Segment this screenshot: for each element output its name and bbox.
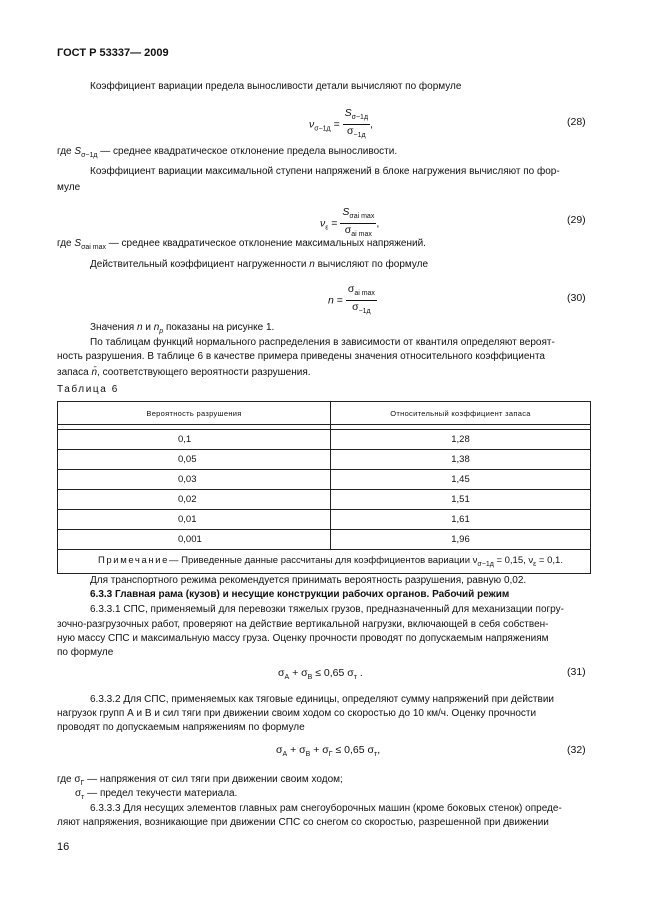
table-cell-probability: 0,03 <box>58 470 331 490</box>
paragraph-3 <box>90 258 428 271</box>
table-6-note-row <box>58 550 591 574</box>
eq31-tail: . <box>356 667 363 679</box>
paragraph-2-line-1: Коэффициент вариации максимальной ступени напряжений в блоке нагружения вычисляют по фор- <box>90 166 560 177</box>
def32a-pre: где σ <box>57 774 81 785</box>
table-6 <box>57 401 591 574</box>
equation-number-30: (30) <box>567 292 586 304</box>
def29-symbol-sub: σai max <box>81 244 106 251</box>
table-cell-probability: 0,001 <box>58 530 331 550</box>
eq30-equals: = <box>336 294 343 307</box>
equation-number-28: (28) <box>567 116 586 128</box>
def28-text: — среднее квадратическое отклонение предела выносливости. <box>100 146 398 157</box>
eq29-den: σ <box>344 224 352 237</box>
definition-28 <box>57 145 397 162</box>
table-cell-coefficient: 1,96 <box>331 530 591 550</box>
eq31-plus: + σ <box>289 667 308 679</box>
paragraph-5-line-3 <box>57 366 311 379</box>
p3-symbol: n <box>309 259 315 270</box>
eq32-plus2: + σ <box>310 744 329 756</box>
table-6-note <box>58 550 591 574</box>
eq29-fraction <box>340 206 376 241</box>
paragraph-5-line-1: По таблицам функций нормального распределения в зависимости от квантиля определяют вероят- <box>90 337 555 348</box>
paragraph-7-line-3: ную массу СПС и максимальную массу груза. Оценку прочности проводят по допускаемым напряжениям <box>57 633 549 644</box>
equation-number-29: (29) <box>567 214 586 226</box>
p4-n: n <box>136 322 143 333</box>
table-cell-coefficient: 1,28 <box>331 430 591 450</box>
p5-line3-symbol: n̄ <box>91 367 98 378</box>
def32b-sub: т <box>81 794 85 801</box>
p4-np: n <box>153 322 160 333</box>
table-6-note-sub1: σ−1д <box>477 560 494 568</box>
section-heading-6-3-3: 6.3.3 Главная рама (кузов) и несущие конструкции рабочих органов. Рабочий режим <box>90 589 510 600</box>
paragraph-8-line-2: нагрузок групп А и В и сил тяги при движении своим ходом со скоростью до 10 км/ч. Оценку прочности <box>57 708 537 719</box>
p4-post: показаны на рисунке 1. <box>165 322 275 333</box>
p3-post: вычисляют по формуле <box>317 259 429 270</box>
p5-line3-pre: запаса <box>57 367 89 378</box>
equation-28 <box>309 107 373 142</box>
table-6-header-probability: Вероятность разрушения <box>58 402 331 425</box>
def29-pre: где <box>57 238 72 249</box>
def28-symbol-sub: σ−1д <box>81 152 98 159</box>
table-row <box>58 490 591 510</box>
eq29-num-sub: σai max <box>349 213 375 221</box>
paragraph-8-line-1: 6.3.3.2 Для СПС, применяемых как тяговые единицы, определяют сумму напряжений при действии <box>90 694 554 705</box>
eq28-num-sub: σ−1д <box>351 114 369 122</box>
def28-symbol: S <box>74 146 82 157</box>
paragraph-7-line-1: 6.3.3.1 СПС, применяемый для перевозки тяжелых грузов, предназначенный для механизации погру- <box>90 604 564 615</box>
table-6-note-mid: = 0,15, ν <box>493 555 534 567</box>
equation-number-31: (31) <box>567 666 586 678</box>
table-6-note-text: — Приведенные данные рассчитаны для коэффициентов вариации ν <box>169 555 478 567</box>
eq30-num-sub: ai max <box>354 290 375 298</box>
definition-29 <box>57 237 426 254</box>
table-cell-coefficient: 1,61 <box>331 510 591 530</box>
def28-pre: где <box>57 146 72 157</box>
table-row <box>58 430 591 450</box>
eq30-den-sub: −1д <box>358 308 371 316</box>
equation-32 <box>276 744 380 758</box>
eq29-lhs-sub: ε <box>325 224 329 232</box>
eq32-sub-a: А <box>282 751 288 759</box>
p4-and: и <box>145 322 151 333</box>
table-row <box>58 530 591 550</box>
paragraph-5-line-2: ность разрушения. В таблице 6 в качестве примера приведены значения относительного коэффициента <box>57 351 545 362</box>
table-cell-coefficient: 1,38 <box>331 450 591 470</box>
eq28-tail: , <box>370 118 373 131</box>
paragraph-9-line-2: ляют напряжения, возникающие при движении СПС со снегом со скоростью, разрешенной при движении <box>57 817 549 828</box>
eq29-den-sub: ai max <box>351 231 372 239</box>
paragraph-9-line-1: 6.3.3.3 Для несущих элементов главных рам снегоуборочных машин (кроме боковых стенок) опреде- <box>90 803 562 814</box>
table-cell-probability: 0,01 <box>58 510 331 530</box>
table-row <box>58 470 591 490</box>
table-6-note-sub2: ε <box>533 560 537 568</box>
paragraph-7-line-4: по формуле <box>57 647 114 658</box>
table-6-note-end: = 0,1. <box>536 555 563 567</box>
eq30-fraction <box>346 283 377 318</box>
eq31-sub-b: В <box>307 674 313 682</box>
eq30-num: σ <box>347 283 355 295</box>
eq31-rest: ≤ 0,65 σ <box>312 667 354 679</box>
eq28-den: σ <box>347 125 354 138</box>
def32b-text: — предел текучести материала. <box>84 788 238 799</box>
equation-29 <box>320 206 379 241</box>
page-number: 16 <box>57 841 70 853</box>
document-header: ГОСТ Р 53337— 2009 <box>57 47 169 59</box>
eq32-rest: ≤ 0,65 σ <box>332 744 374 756</box>
eq29-lhs: ν <box>320 217 326 230</box>
table-6-note-label: Примечание <box>98 555 169 567</box>
table-row <box>58 450 591 470</box>
eq29-equals: = <box>331 217 338 230</box>
paragraph-1: Коэффициент вариации предела выносливости детали вычисляют по формуле <box>90 81 462 92</box>
p5-line3-post: , соответствующего вероятности разрушения. <box>97 367 311 378</box>
eq31-sub-a: А <box>284 674 290 682</box>
eq28-lhs: ν <box>309 118 315 131</box>
eq31-sigma-a: σ <box>278 667 285 679</box>
eq32-sub-g: Г <box>328 751 333 759</box>
eq32-sub-b: В <box>305 751 311 759</box>
eq29-num: S <box>342 206 350 218</box>
p3-pre: Действительный коэффициент нагруженности <box>90 259 307 270</box>
eq30-lhs: n <box>328 294 334 307</box>
table-cell-coefficient: 1,45 <box>331 470 591 490</box>
eq28-fraction <box>343 107 370 142</box>
table-cell-coefficient: 1,51 <box>331 490 591 510</box>
p4-np-sub: p <box>159 328 164 335</box>
equation-number-32: (32) <box>567 744 586 756</box>
eq28-num: S <box>344 107 352 119</box>
table-cell-probability: 0,02 <box>58 490 331 510</box>
def32b-pre: σ <box>75 788 82 799</box>
paragraph-2-line-2: муле <box>57 182 81 193</box>
table-row <box>58 510 591 530</box>
p4-pre: Значения <box>90 322 135 333</box>
def32a-sub: Г <box>80 780 85 787</box>
equation-31 <box>278 667 363 681</box>
table-6-caption: Таблица 6 <box>57 384 119 395</box>
eq29-tail: , <box>376 217 380 230</box>
eq32-tail: , <box>377 744 381 756</box>
eq31-sub-t: т <box>353 674 357 682</box>
paragraph-8-line-3: проводят по допускаемым напряжениям по формуле <box>57 722 305 733</box>
paragraph-7-line-2: зочно-разгрузочных работ, проверяют на действие вертикальной нагрузки, включающей в себя собствен- <box>57 619 549 630</box>
equation-30 <box>328 283 377 318</box>
def32a-text: — напряжения от сил тяги при движении своим ходом; <box>84 774 343 785</box>
eq28-den-sub: −1д <box>353 132 366 140</box>
eq32-sub-t: т <box>373 751 378 759</box>
eq30-den: σ <box>352 301 359 314</box>
eq32-plus1: + σ <box>287 744 306 756</box>
eq28-lhs-sub: σ−1д <box>314 125 331 133</box>
table-6-header-coefficient: Относительный коэффициент запаса <box>331 402 591 425</box>
def29-symbol: S <box>74 238 82 249</box>
def29-text: — среднеe квадратическое отклонение максимальных напряжений. <box>108 238 426 249</box>
table-cell-probability: 0,1 <box>58 430 331 450</box>
eq32-sigma-a: σ <box>276 744 283 756</box>
table-cell-probability: 0,05 <box>58 450 331 470</box>
eq28-equals: = <box>333 118 340 131</box>
paragraph-6: Для транспортного режима рекомендуется принимать вероятность разрушения, равную 0,02. <box>90 575 527 586</box>
